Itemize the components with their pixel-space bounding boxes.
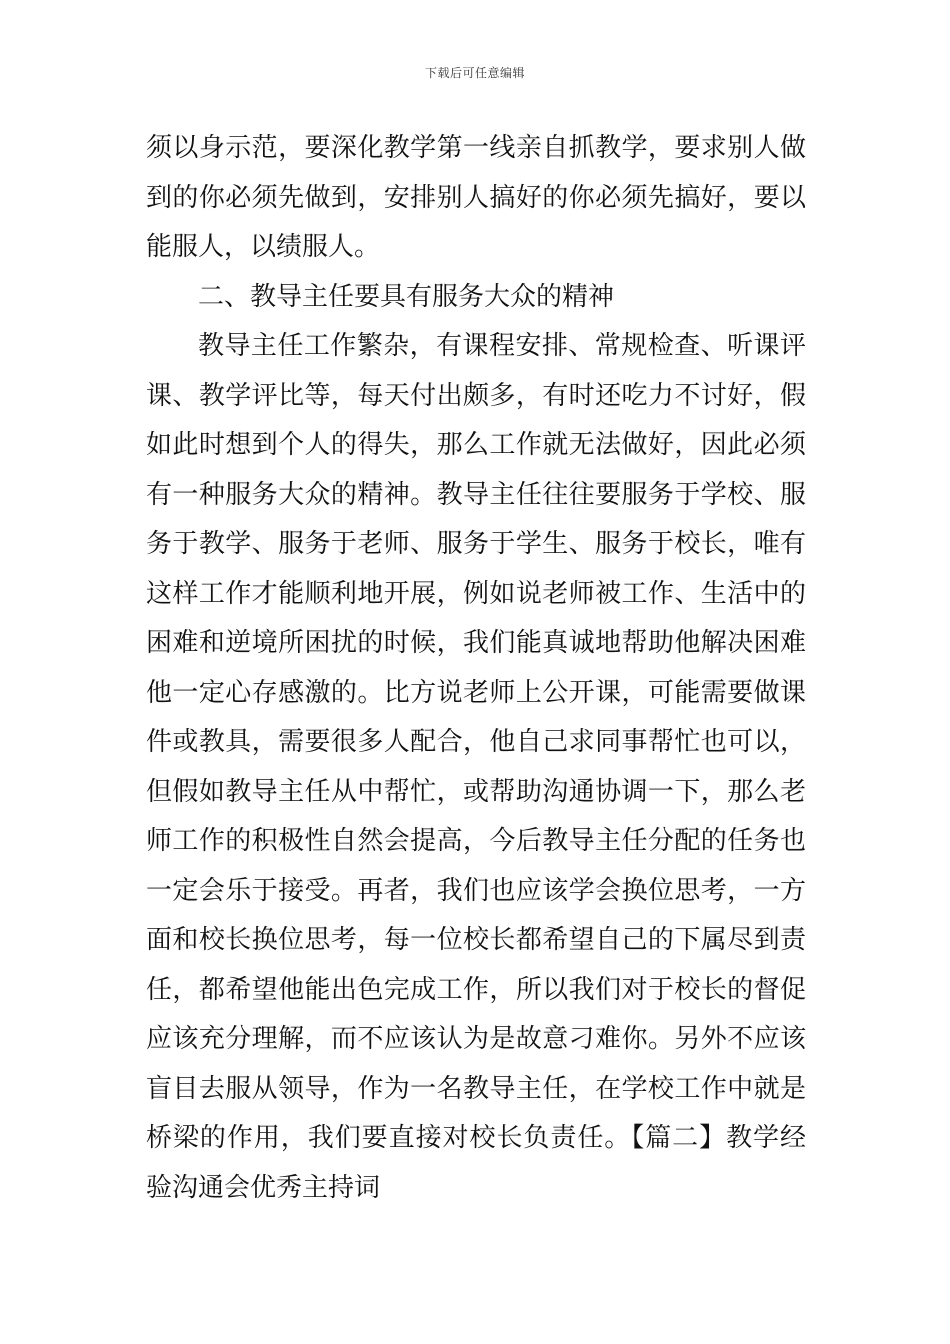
text-line: 件或教具，需要很多人配合，他自己求同事帮忙也可以， <box>146 727 806 757</box>
text-line: 桥梁的作用，我们要直接对校长负责任。【篇二】教学经 <box>146 1123 806 1153</box>
text-line: 一定会乐于接受。再者，我们也应该学会换位思考，一方 <box>146 875 806 906</box>
text-line: 困难和逆境所困扰的时候，我们能真诚地帮助他解决困难 <box>146 628 806 658</box>
text-line: 务于教学、服务于老师、服务于学生、服务于校长，唯有 <box>146 529 806 559</box>
paragraph-first-line: 教导主任工作繁杂，有课程安排、常规检查、听课评 <box>198 331 806 361</box>
text-line: 应该充分理解，而不应该认为是故意刁难你。另外不应该 <box>146 1024 806 1054</box>
text-line: 任，都希望他能出色完成工作，所以我们对于校长的督促 <box>146 974 806 1005</box>
text-line: 能服人，以绩服人。 <box>146 232 381 262</box>
text-line: 面和校长换位思考，每一位校长都希望自己的下属尽到责 <box>146 925 806 955</box>
text-line: 到的你必须先做到，安排别人搞好的你必须先搞好，要以 <box>146 182 806 213</box>
document-body <box>146 124 806 1213</box>
text-line: 课、教学评比等，每天付出颇多，有时还吃力不讨好，假 <box>146 380 806 411</box>
text-line: 他一定心存感激的。比方说老师上公开课，可能需要做课 <box>146 677 806 708</box>
text-line: 须以身示范，要深化教学第一线亲自抓教学，要求别人做 <box>146 133 806 163</box>
text-line: 这样工作才能顺利地开展，例如说老师被工作、生活中的 <box>146 578 806 609</box>
text-line: 但假如教导主任从中帮忙，或帮助沟通协调一下，那么老 <box>146 776 806 807</box>
text-line: 有一种服务大众的精神。教导主任往往要服务于学校、服 <box>146 479 806 510</box>
text-line: 验沟通会优秀主持词 <box>146 1172 381 1203</box>
section-heading: 二、教导主任要具有服务大众的精神 <box>198 281 615 312</box>
text-line: 师工作的积极性自然会提高，今后教导主任分配的任务也 <box>146 826 806 856</box>
text-line: 如此时想到个人的得失，那么工作就无法做好，因此必须 <box>146 430 806 460</box>
text-line: 盲目去服从领导，作为一名教导主任，在学校工作中就是 <box>146 1073 806 1104</box>
page-header: 下载后可任意编辑 <box>424 66 525 80</box>
